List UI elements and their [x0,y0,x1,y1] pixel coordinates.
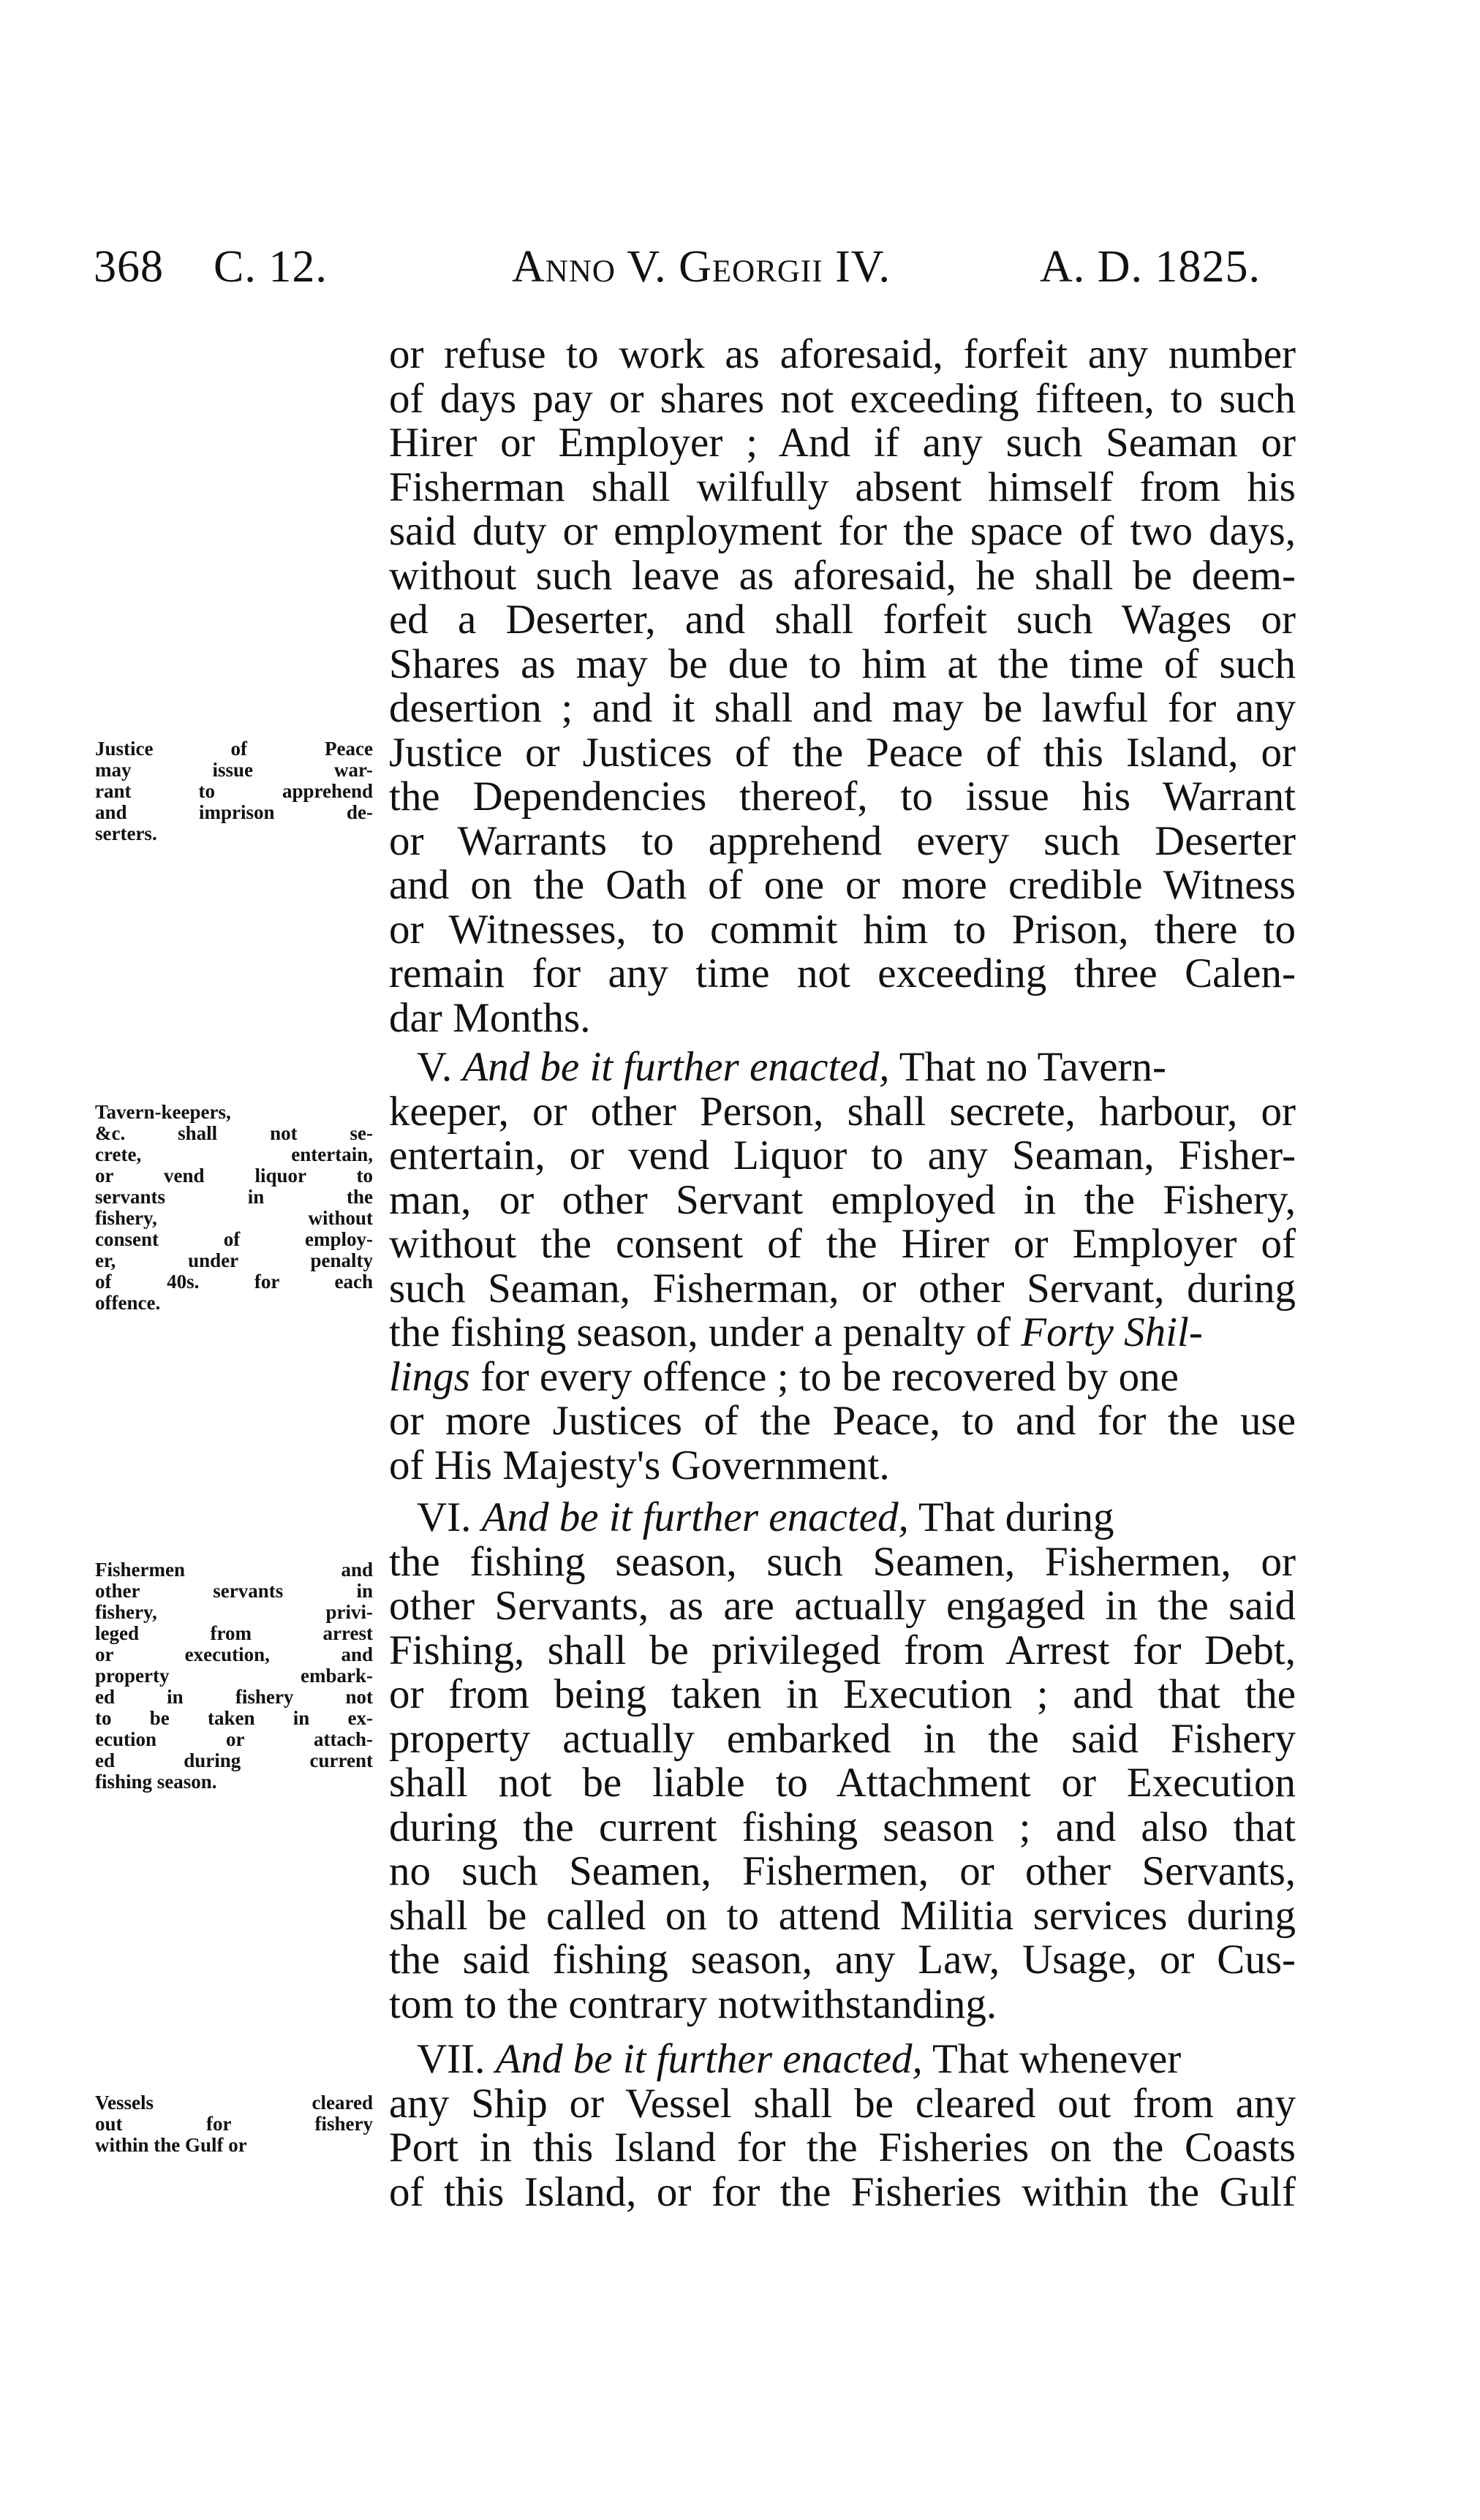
note-line: other servants in [95,1580,373,1602]
text-line: or Witnesses, to commit him to Prison, there to [389,906,1296,953]
section-number: VI. [417,1494,472,1540]
text-segment: the fishing season, under a penalty of [389,1309,1011,1355]
text-line: That during [918,1494,1114,1540]
note-line: out for fishery [95,2113,373,2135]
italic-segment: Forty Shil- [1021,1309,1203,1355]
note-line: er, under penalty [95,1249,373,1271]
text-line: dar Months. [389,994,591,1041]
text-line: property actually embarked in the said Fishery [389,1715,1296,1762]
note-line: fishing season. [95,1771,217,1793]
note-line: ed during current [95,1749,373,1771]
section-vi-first-line [389,1496,1296,1540]
section-v-first-line [389,1045,1296,1090]
text-line: tom to the contrary notwithstanding. [389,1980,997,2027]
section-vii-first-line [389,2037,1296,2082]
text-line: said duty or employment for the space of two days, [389,508,1296,554]
text-line: Port in this Island for the Fisheries on the Coasts [389,2124,1296,2171]
note-line: &c. shall not se- [95,1122,373,1144]
text-line: or more Justices of the Peace, to and for the use [389,1398,1296,1444]
text-line: no such Seamen, Fishermen, or other Servants, [389,1848,1296,1894]
text-line: of days pay or shares not exceeding fifteen, to such [389,375,1296,422]
note-line: may issue war- [95,759,373,781]
text-line: other Servants, as are actually engaged in the said [389,1583,1296,1629]
italic-segment: lings [389,1353,470,1400]
text-line-mixed [389,1311,1296,1355]
note-line: to be taken in ex- [95,1707,373,1729]
note-line: servants in the [95,1186,373,1208]
page-number: 368 [94,242,164,292]
text-line: without such leave as aforesaid, he shall be deem- [389,552,1296,599]
note-line: ed in fishery not [95,1686,373,1708]
marginal-note-vessels-cleared [95,2092,373,2156]
year: A. D. 1825. [1040,242,1261,292]
note-line: consent of employ- [95,1228,373,1250]
chapter-number: C. 12. [214,242,328,292]
note-line: Fishermen and [95,1559,373,1581]
note-line: or vend liquor to [95,1165,373,1187]
text-line: keeper, or other Person, shall secrete, harbour, or [389,1088,1296,1135]
section-number: VII. [417,2036,486,2082]
note-line: fishery, privi- [95,1601,373,1623]
text-line: Justice or Justices of the Peace of this Island, or [389,729,1296,776]
section-v [389,1045,1296,1488]
text-line: during the current fishing season ; and also that [389,1804,1296,1850]
running-header [0,241,1480,300]
note-line: ecution or attach- [95,1728,373,1750]
text-line: such Seaman, Fisherman, or other Servant, during [389,1265,1296,1312]
note-line: leged from arrest [95,1622,373,1644]
note-line: rant to apprehend [95,780,373,802]
text-line: man, or other Servant employed in the Fishery, [389,1176,1296,1223]
text-line: Fisherman shall wilfully absent himself from his [389,463,1296,510]
text-line: or from being taken in Execution ; and that the [389,1671,1296,1717]
text-line: Hirer or Employer ; And if any such Seaman or [389,420,1296,466]
text-segment: for every offence ; to be recovered by one [480,1353,1179,1400]
note-line: Justice of Peace [95,738,373,760]
text-line: without the consent of the Hirer or Employer of [389,1221,1296,1267]
note-line: offence. [95,1292,161,1314]
text-line: Shares as may be due to him at the time of such [389,640,1296,687]
text-line: ed a Deserter, and shall forfeit such Wages or [389,597,1296,643]
running-title: Anno V. Georgii IV. [512,242,891,292]
note-line: property embark- [95,1665,373,1687]
marginal-note-tavern-keepers [95,1102,373,1314]
note-line: or execution, and [95,1643,373,1665]
text-line: of His Majesty's Government. [389,1442,890,1488]
text-line: entertain, or vend Liquor to any Seaman, Fisher- [389,1132,1296,1178]
text-line: That whenever [932,2036,1182,2082]
enacting-clause: And be it further enacted, [481,1494,909,1540]
text-line: shall be called on to attend Militia services during [389,1892,1296,1939]
text-line: the Dependencies thereof, to issue his Warrant [389,773,1296,820]
note-line: Vessels cleared [95,2092,373,2114]
note-line: within the Gulf or [95,2134,247,2156]
text-line-mixed [389,1355,1296,1400]
text-line: Fishing, shall be privileged from Arrest for Debt, [389,1627,1296,1673]
text-line: That no Tavern- [899,1044,1167,1090]
text-line: or Warrants to apprehend every such Deserter [389,817,1296,864]
note-line: fishery, without [95,1207,373,1229]
marginal-note-fishermen-privileged [95,1559,373,1793]
note-line: and imprison de- [95,801,373,823]
text-line: or refuse to work as aforesaid, forfeit any number [389,331,1296,377]
text-line: shall not be liable to Attachment or Execution [389,1760,1296,1806]
text-line: remain for any time not exceeding three Calen- [389,950,1296,996]
text-line: the fishing season, such Seamen, Fishermen, or [389,1538,1296,1585]
section-number: V. [417,1044,453,1090]
section-vii [389,2037,1296,2214]
note-line: serters. [95,822,157,844]
note-line: of 40s. for each [95,1271,373,1293]
enacting-clause: And be it further enacted, [495,2036,923,2082]
text-line: any Ship or Vessel shall be cleared out from any [389,2080,1296,2127]
text-line: desertion ; and it shall and may be lawful for any [389,685,1296,731]
text-line: the said fishing season, any Law, Usage, or Cus- [389,1937,1296,1983]
section-vi [389,1496,1296,2027]
note-line: crete, entertain, [95,1143,373,1165]
text-line: of this Island, or for the Fisheries within the Gulf [389,2168,1296,2215]
note-line: Tavern-keepers, [95,1101,231,1123]
enacting-clause: And be it further enacted, [462,1044,890,1090]
text-line: and on the Oath of one or more credible Witness [389,862,1296,908]
marginal-note-justice-warrant [95,738,373,844]
body-continuation [389,333,1296,1040]
